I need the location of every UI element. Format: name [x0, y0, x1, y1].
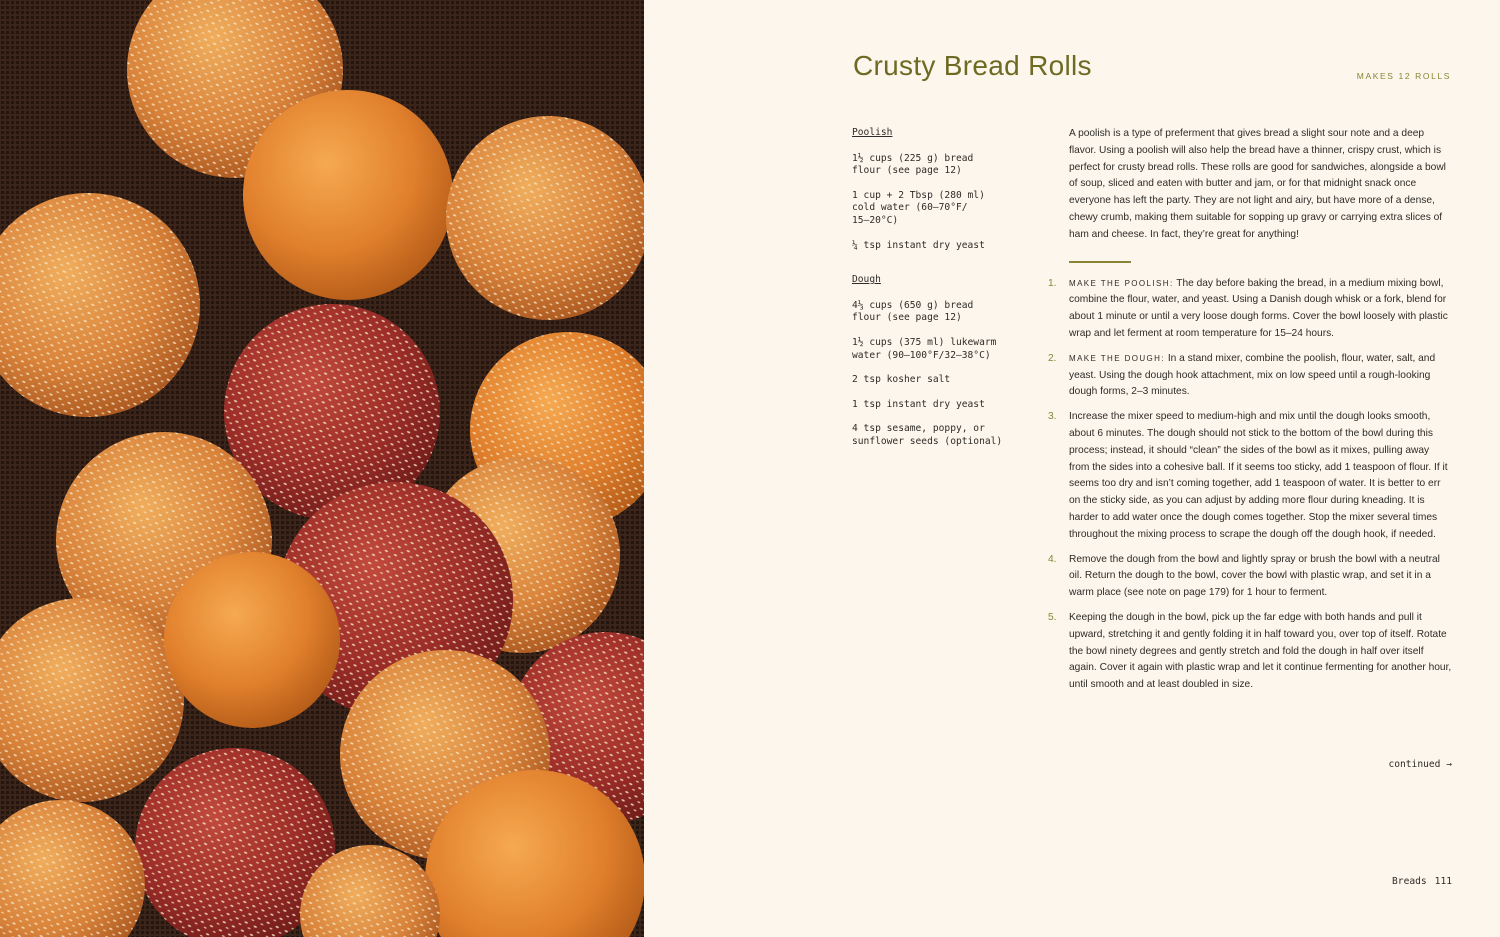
- step-number: 1.: [1048, 277, 1057, 289]
- ingredient-group-heading: Dough: [852, 274, 881, 286]
- ingredient-item: 1½ cups (225 g) bread flour (see page 12): [852, 152, 974, 177]
- recipe-intro: A poolish is a type of preferment that gives bread a slight sour note and a deep flavor. Using a poolish will also help the bread have a thinner, crispy crust, which is perfect for crusty bread rolls. These rolls are good for sandwiches, alongside a bowl of soup, sliced and eaten with butter and jam, or for that midnight snack once everyone has left the party. They are not light and airy, but have more of a dense, chewy crumb, making them suitable for sopping up gravy or carrying extra slices of ham and cheese. In fact, they’re great for anything!: [1069, 128, 1446, 240]
- ingredient-item: 1 cup + 2 Tbsp (280 ml) cold water (60–70°F/ 15–20°C): [852, 189, 985, 226]
- ingredient-item: ¼ tsp instant dry yeast: [852, 239, 985, 251]
- ingredient-item: 2 tsp kosher salt: [852, 374, 951, 386]
- step-text: Remove the dough from the bowl and lightly spray or brush the bowl with a neutral oil. Return the dough to the bowl, cover the bowl with plastic wrap, and set it in a warm place (see note on page 179) for 1 hour to ferment.: [1069, 553, 1440, 599]
- method-step: [1048, 351, 1452, 401]
- method-step: [1048, 610, 1452, 694]
- ingredient-group-poolish: [852, 127, 1027, 252]
- ingredient-group-dough: [852, 274, 1027, 448]
- recipe-title: Crusty Bread Rolls: [853, 50, 1092, 81]
- method-step: [1048, 552, 1452, 602]
- step-text: In a stand mixer, combine the poolish, flour, water, salt, and yeast. Using the dough hook attachment, mix on low speed until a rough-looking dough forms, 2–3 minutes.: [1069, 352, 1436, 398]
- ingredient-item: 4⅓ cups (650 g) bread flour (see page 12): [852, 299, 974, 324]
- step-text: Increase the mixer speed to medium-high and mix until the dough looks smooth, about 6 minutes. The dough should not stick to the bottom of the bowl during this process; instead, it should “clean” the sides of the bowl as it mixes, pulling away from the sides into a cohesive ball. If it seems too sticky, add 1 teaspoon of flour. If it seems too dry and isn’t coming together, add 1 teaspoon of water. It is better to err on the sticky side, as you can adjust by adding more flour during kneading. It is harder to add water once the dough comes together. Stop the mixer several times throughout the mixing process to scrape the dough off the dough hook, if needed.: [1069, 411, 1448, 540]
- step-number: 4.: [1048, 553, 1057, 565]
- step-lead: MAKE THE DOUGH:: [1069, 353, 1165, 363]
- step-lead: MAKE THE POOLISH:: [1069, 278, 1174, 288]
- recipe-page: [644, 0, 1500, 937]
- ingredient-group-heading: Poolish: [852, 127, 893, 138]
- page-folio: [1384, 876, 1452, 887]
- continued-label: continued →: [1388, 759, 1452, 770]
- divider-rule: [1069, 261, 1131, 263]
- page-number: 111: [1434, 876, 1452, 887]
- step-number: 2.: [1048, 352, 1057, 364]
- method-steps: [1048, 276, 1452, 694]
- ingredient-item: 1 tsp instant dry yeast: [852, 398, 985, 410]
- method-step: [1048, 276, 1452, 343]
- ingredient-item: 4 tsp sesame, poppy, or sunflower seeds (optional): [852, 423, 1003, 447]
- ingredient-item: 1½ cups (375 ml) lukewarm water (90–100°F/32–38°C): [852, 336, 997, 361]
- recipe-yield: MAKES 12 ROLLS: [1356, 71, 1451, 81]
- step-text: Keeping the dough in the bowl, pick up the far edge with both hands and pull it upward, stretching it and gently folding it in half toward you, over top of itself. Rotate the bowl ninety degrees and gently stretch and fold the dough in half over itself again. Cover it again with plastic wrap and let it continue fermenting for another hour, until smooth and at least doubled in size.: [1069, 611, 1452, 691]
- ingredients-list: [852, 127, 1027, 471]
- bread-rolls-photo: [0, 0, 644, 937]
- folio-section: Breads: [1392, 876, 1427, 887]
- step-number: 5.: [1048, 611, 1057, 623]
- step-text: The day before baking the bread, in a medium mixing bowl, combine the flour, water, and yeast. Using a Danish dough whisk or a fork, blend for about 1 minute or until a very loose dough forms. Cover the bowl loosely with plastic wrap and let ferment at room temperature for 15–24 hours.: [1069, 277, 1448, 339]
- method-step: [1048, 409, 1452, 543]
- step-number: 3.: [1048, 411, 1057, 423]
- recipe-body: [1048, 126, 1452, 702]
